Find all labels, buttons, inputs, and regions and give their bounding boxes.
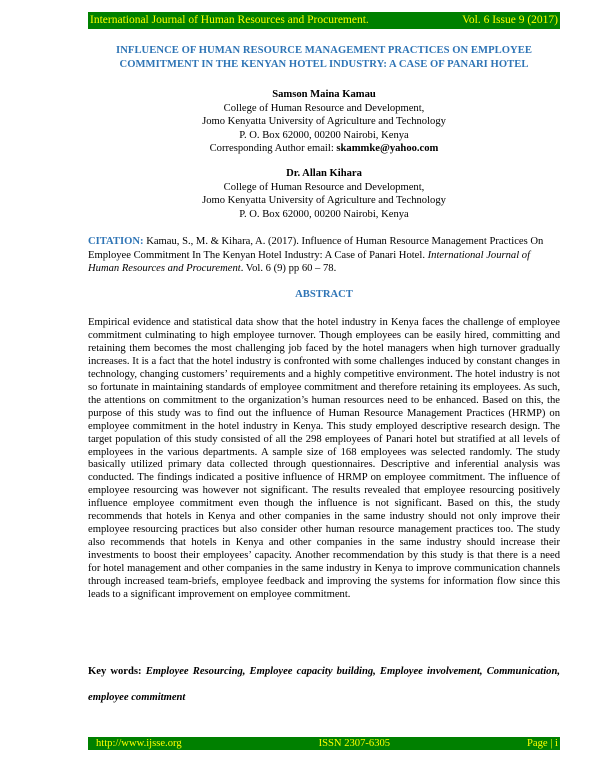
keywords-label: Key words:: [88, 666, 146, 677]
author-email[interactable]: skammke@yahoo.com: [336, 143, 439, 154]
abstract-heading: ABSTRACT: [295, 289, 353, 300]
journal-issue: Vol. 6 Issue 9 (2017): [462, 14, 558, 26]
journal-name: International Journal of Human Resources and Procurement.: [90, 14, 369, 26]
citation-label: CITATION:: [88, 236, 144, 247]
paper-title-line-1: INFLUENCE OF HUMAN RESOURCE MANAGEMENT PRACTICES ON EMPLOYEE: [116, 45, 532, 56]
author-email-line: [88, 142, 560, 156]
citation-journal: International Journal of Human Resources and Procurement: [88, 249, 531, 274]
footer-page-number: Page | i: [527, 738, 558, 749]
author-1-block: [88, 88, 560, 156]
citation-tail: . Vol. 6 (9) pp 60 – 78.: [240, 263, 337, 274]
abstract-text: Empirical evidence and statistical data show that the hotel industry in Kenya faces the challenge of employee commitment culminating to high employee turnover. Though employees can be easily hired, committing and retaining them becomes the most challenging job faced by the hotel managers when high turnover gradually increases. It is a fact that the hotel industry is confronted with some challenges induced by constant changes in technology, changing customers’ requirements and a highly competitive environment. The hotel industry is not so fortunate in maintaining standards of employee commitment and therefore retaining its employees. As such, the attentions on commitment to the organization’s human resources need to be enhanced. Based on this, the purpose of this study was to find out the influence of Human Resource Management Practices (HRMP) on employee commitment in the hotel industry in Kenya. This study employed descriptive research design. The target population of this study consisted of all the 298 employees of Panari hotel but stratified at all levels of employees in the various departments. A sample size of 168 employees was selected randomly. The study basically utilized primary data collected through questionnaires. Descriptive and inferential analysis was conducted. The findings indicated a positive influence of HRMP on employee commitment. The influence of employee resourcing was however not significant. The results revealed that employee resourcing positively influence employee commitment even though the influence is not significant. Based on this, the study recommends that hotels in Kenya and other companies in the same industry should not only improve their employee resourcing practices but also consider other human resource management practices too. The study also recommends that hotels in Kenya and other companies in the same industry should increase their investments to boost their employees’ capacity. Another recommendation by this study is that there is a need for hotel management and other companies in the same industry in Kenya to improve communication channels through increased team-briefs, employee feedback and improving the systems for information flow since this leads to a significant improvement on employee commitment.: [88, 317, 560, 601]
keywords-block: [88, 659, 560, 711]
author-name: Samson Maina Kamau: [272, 89, 376, 100]
author-university: Jomo Kenyatta University of Agriculture and Technology: [202, 195, 446, 206]
journal-footer-bar: [88, 737, 560, 750]
author-email-label: Corresponding Author email:: [209, 143, 337, 154]
author-name: Dr. Allan Kihara: [286, 168, 362, 179]
author-2-block: [88, 167, 560, 221]
author-university: Jomo Kenyatta University of Agriculture and Technology: [202, 116, 446, 127]
author-address: P. O. Box 62000, 00200 Nairobi, Kenya: [239, 129, 409, 141]
author-address: P. O. Box 62000, 00200 Nairobi, Kenya: [239, 208, 409, 220]
paper-title: [88, 44, 560, 72]
footer-issn: ISSN 2307-6305: [318, 738, 391, 749]
keywords-values: Employee Resourcing, Employee capacity building, Employee involvement, Communication, employee commitment: [88, 666, 560, 703]
footer-url[interactable]: http://www.ijsse.org: [96, 738, 182, 749]
citation-block: [88, 235, 560, 276]
author-college: College of Human Resource and Development,: [223, 181, 425, 193]
author-college: College of Human Resource and Development,: [223, 102, 425, 114]
citation-text: Kamau, S., M. & Kihara, A. (2017). Influence of Human Resource Management Practices On Employee Commitment In The Kenyan Hotel Industry: A Case of Panari Hotel.: [88, 236, 544, 261]
journal-header-bar: [88, 12, 560, 29]
paper-title-line-2: COMMITMENT IN THE KENYAN HOTEL INDUSTRY: A CASE OF PANARI HOTEL: [119, 59, 529, 70]
